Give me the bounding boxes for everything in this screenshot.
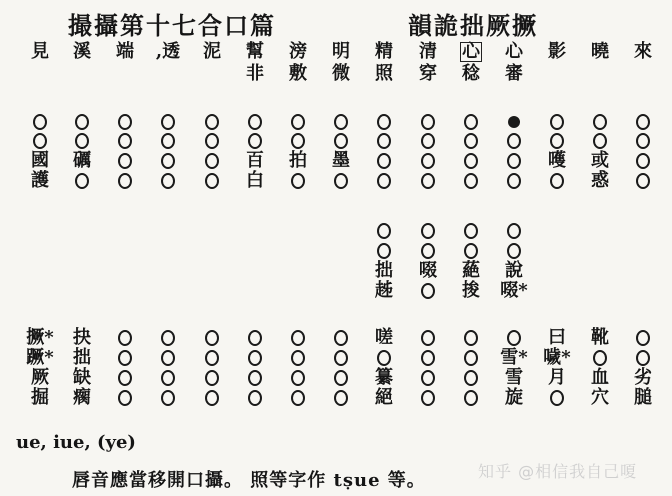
empty-slot-circle (146, 368, 190, 388)
circle-icon (464, 173, 478, 189)
empty-slot-circle (190, 112, 234, 132)
column-header-xi (60, 42, 104, 62)
column-header-ni (190, 42, 234, 62)
empty-slot-circle (492, 221, 536, 241)
column-header-xiao (578, 42, 622, 62)
empty-slot-circle (406, 328, 450, 348)
circle-icon (291, 114, 305, 130)
circle-icon (421, 350, 435, 366)
circle-icon (33, 133, 47, 149)
empty-slot-circle (60, 112, 104, 132)
empty-slot-circle (190, 151, 234, 171)
column-header-jian (18, 42, 62, 62)
column-header-xin2 (492, 42, 536, 84)
column-header-secondary: 照 (375, 63, 393, 84)
circle-icon (334, 370, 348, 386)
circle-icon (593, 114, 607, 130)
circle-icon (377, 173, 391, 189)
character-cell: 惑 (591, 170, 609, 191)
empty-slot-circle (276, 368, 320, 388)
column-header-pang (276, 42, 320, 84)
circle-icon (118, 370, 132, 386)
circle-icon (636, 350, 650, 366)
empty-slot-circle (233, 112, 277, 132)
column-header-secondary: 穿 (419, 63, 437, 84)
character-cell: 嚄 (548, 150, 566, 171)
column-header-initial: 端 (116, 41, 134, 62)
circle-icon (118, 330, 132, 346)
column-header-initial: 幫 (246, 41, 264, 62)
character-cell: 血 (591, 367, 609, 388)
circle-icon (291, 173, 305, 189)
empty-slot-circle (406, 281, 450, 301)
circle-icon (550, 133, 564, 149)
circle-icon (33, 114, 47, 130)
column-header-initial: 見 (31, 41, 49, 62)
character-cell: 或 (591, 150, 609, 171)
circle-icon (508, 116, 520, 128)
circle-icon (161, 370, 175, 386)
circle-icon (377, 133, 391, 149)
empty-slot-circle (146, 131, 190, 151)
circle-icon (334, 390, 348, 406)
circle-icon (593, 350, 607, 366)
empty-slot-circle (406, 368, 450, 388)
page-title-right: 韻詭拙厥撅 (408, 11, 538, 40)
character-cell: 纂 (375, 367, 393, 388)
empty-slot-circle (190, 388, 234, 408)
character-cell: 嗟 (375, 327, 393, 348)
character-cell: 蕝 (462, 260, 480, 281)
column-header-bang (233, 42, 277, 84)
circle-icon (291, 330, 305, 346)
empty-slot-circle (103, 368, 147, 388)
circle-icon (377, 350, 391, 366)
empty-slot-circle (190, 368, 234, 388)
column-header-ming (319, 42, 363, 84)
circle-icon (377, 243, 391, 259)
circle-icon (118, 153, 132, 169)
column-header-initial: 心 (505, 41, 523, 62)
empty-slot-circle (578, 348, 622, 368)
empty-slot-circle (319, 388, 363, 408)
empty-slot-circle (535, 131, 579, 151)
column-header-duan (103, 42, 147, 62)
character-cell: 說 (505, 260, 523, 281)
character-cell: 噦* (543, 347, 571, 368)
circle-icon (291, 133, 305, 149)
column-header-initial: 滂 (289, 41, 307, 62)
empty-slot-circle (362, 131, 406, 151)
circle-icon (464, 153, 478, 169)
circle-icon (248, 114, 262, 130)
character-cell: 穴 (591, 387, 609, 408)
character-cell: 捘 (462, 280, 480, 301)
empty-slot-circle (492, 171, 536, 191)
empty-slot-circle (60, 131, 104, 151)
empty-slot-circle (190, 131, 234, 151)
empty-slot-circle (276, 388, 320, 408)
empty-slot-circle (362, 241, 406, 261)
empty-slot-circle (190, 171, 234, 191)
character-cell: 白 (246, 170, 264, 191)
circle-icon (550, 114, 564, 130)
circle-icon (248, 330, 262, 346)
circle-icon (464, 243, 478, 259)
circle-icon (334, 114, 348, 130)
character-cell: 靴 (591, 327, 609, 348)
circle-icon (205, 153, 219, 169)
circle-icon (593, 133, 607, 149)
circle-icon (334, 173, 348, 189)
circle-icon (118, 133, 132, 149)
column-header-initial: 清 (419, 41, 437, 62)
empty-slot-circle (406, 171, 450, 191)
empty-slot-circle (103, 328, 147, 348)
empty-slot-circle (233, 348, 277, 368)
circle-icon (464, 133, 478, 149)
empty-slot-circle (319, 171, 363, 191)
character-cell: 啜* (500, 280, 528, 301)
character-cell: 抉 (73, 327, 91, 348)
character-cell: 百 (246, 150, 264, 171)
circle-icon (118, 114, 132, 130)
character-cell: 月 (548, 367, 566, 388)
empty-slot-circle (319, 348, 363, 368)
empty-slot-circle (276, 112, 320, 132)
character-cell: 墨 (332, 150, 350, 171)
empty-slot-circle (449, 112, 493, 132)
circle-icon (377, 153, 391, 169)
circle-icon (636, 133, 650, 149)
empty-slot-circle (233, 368, 277, 388)
empty-slot-circle (621, 171, 665, 191)
circle-icon (161, 330, 175, 346)
circle-icon (248, 390, 262, 406)
empty-slot-circle (103, 151, 147, 171)
empty-slot-circle (103, 171, 147, 191)
circle-icon (161, 173, 175, 189)
circle-icon (507, 133, 521, 149)
empty-slot-circle (621, 348, 665, 368)
empty-slot-circle (578, 131, 622, 151)
empty-slot-circle (449, 241, 493, 261)
empty-slot-circle (406, 241, 450, 261)
circle-icon (421, 243, 435, 259)
character-cell: 曰 (548, 327, 566, 348)
circle-icon (464, 370, 478, 386)
empty-slot-circle (319, 328, 363, 348)
circle-icon (421, 114, 435, 130)
empty-slot-circle (362, 221, 406, 241)
empty-slot-circle (492, 131, 536, 151)
circle-icon (334, 133, 348, 149)
empty-slot-circle (406, 348, 450, 368)
column-header-lai (621, 42, 665, 62)
circle-icon (248, 370, 262, 386)
circle-icon (118, 390, 132, 406)
character-cell: 護 (31, 170, 49, 191)
circle-icon (464, 390, 478, 406)
circle-icon (636, 114, 650, 130)
column-header-qing (406, 42, 450, 84)
character-cell: 拙 (375, 260, 393, 281)
empty-slot-circle (146, 171, 190, 191)
column-header-initial: 心 (462, 41, 480, 62)
circle-icon (636, 173, 650, 189)
circle-icon (421, 390, 435, 406)
character-cell: 厥 (31, 367, 49, 388)
circle-icon (464, 330, 478, 346)
empty-slot-circle (535, 112, 579, 132)
column-header-secondary: 非 (246, 63, 264, 84)
character-cell: 劣 (634, 367, 652, 388)
empty-slot-circle (146, 112, 190, 132)
circle-icon (636, 330, 650, 346)
character-cell: 國 (31, 150, 49, 171)
character-cell: 膇 (634, 387, 652, 408)
empty-slot-circle (276, 171, 320, 191)
column-header-xin (449, 42, 493, 84)
empty-slot-circle (103, 131, 147, 151)
empty-slot-circle (492, 328, 536, 348)
circle-icon (421, 153, 435, 169)
circle-icon (205, 350, 219, 366)
empty-slot-circle (492, 151, 536, 171)
empty-slot-circle (449, 348, 493, 368)
character-cell: 雪* (500, 347, 528, 368)
column-header-initial: 溪 (73, 41, 91, 62)
empty-slot-circle (146, 348, 190, 368)
column-header-initial: 來 (634, 41, 652, 62)
circle-icon (291, 350, 305, 366)
circle-icon (205, 114, 219, 130)
circle-icon (421, 173, 435, 189)
watermark-text: 知乎 @相信我自己嗄 (478, 462, 638, 481)
empty-slot-circle (449, 131, 493, 151)
circle-icon (421, 133, 435, 149)
column-header-tou (146, 42, 190, 62)
empty-slot-circle (190, 348, 234, 368)
empty-slot-circle (233, 328, 277, 348)
circle-icon (205, 330, 219, 346)
character-cell: 礪 (73, 150, 91, 171)
circle-icon (248, 350, 262, 366)
empty-slot-circle (18, 112, 62, 132)
column-header-initial: 曉 (591, 41, 609, 62)
circle-icon (334, 350, 348, 366)
empty-slot-circle (449, 368, 493, 388)
empty-slot-circle (406, 151, 450, 171)
empty-slot-circle (190, 328, 234, 348)
circle-icon (205, 370, 219, 386)
empty-slot-circle (146, 151, 190, 171)
character-cell: 瘸 (73, 387, 91, 408)
column-header-initial: 影 (548, 41, 566, 62)
empty-slot-circle (233, 131, 277, 151)
empty-slot-circle (535, 388, 579, 408)
empty-slot-circle (406, 131, 450, 151)
empty-slot-circle (276, 348, 320, 368)
empty-slot-circle (146, 388, 190, 408)
circle-icon (118, 350, 132, 366)
footer-note: 唇音應當移開口攝。 照等字作 tṣue 等。 (72, 470, 426, 491)
empty-slot-circle (233, 388, 277, 408)
column-header-initial: 明 (332, 41, 350, 62)
column-header-secondary: 微 (332, 63, 350, 84)
circle-icon (464, 114, 478, 130)
page-title-left: 撮攝第十七合口篇 (68, 11, 276, 40)
empty-slot-circle (362, 348, 406, 368)
empty-slot-circle (362, 112, 406, 132)
column-header-ying (535, 42, 579, 62)
circle-icon (161, 114, 175, 130)
circle-icon (421, 223, 435, 239)
column-header-initial: 精 (375, 41, 393, 62)
column-header-secondary: 稔 (462, 63, 480, 84)
character-cell: 拙 (73, 347, 91, 368)
empty-slot-circle (103, 348, 147, 368)
character-cell: 缺 (73, 367, 91, 388)
circle-icon (161, 350, 175, 366)
empty-slot-circle (146, 328, 190, 348)
circle-icon (75, 133, 89, 149)
circle-icon (421, 330, 435, 346)
character-cell: 絕 (375, 387, 393, 408)
empty-slot-circle (18, 131, 62, 151)
empty-slot-circle (449, 221, 493, 241)
circle-icon (205, 173, 219, 189)
character-cell: 趀 (375, 280, 393, 301)
empty-slot-circle (103, 388, 147, 408)
circle-icon (507, 330, 521, 346)
empty-slot-circle (319, 131, 363, 151)
circle-icon (421, 370, 435, 386)
circle-icon (291, 390, 305, 406)
empty-slot-circle (449, 171, 493, 191)
character-cell: 拍 (289, 150, 307, 171)
circle-icon (377, 114, 391, 130)
circle-icon (248, 133, 262, 149)
circle-icon (550, 390, 564, 406)
empty-slot-circle (535, 171, 579, 191)
empty-slot-circle (362, 171, 406, 191)
empty-slot-circle (103, 112, 147, 132)
empty-slot-circle (319, 112, 363, 132)
circle-icon (421, 283, 435, 299)
empty-slot-circle (60, 171, 104, 191)
circle-icon (507, 173, 521, 189)
character-cell: 撅* (26, 327, 54, 348)
circle-icon (507, 223, 521, 239)
empty-slot-circle (276, 328, 320, 348)
column-header-initial: ,透 (155, 41, 181, 62)
empty-slot-circle (276, 131, 320, 151)
circle-icon (464, 350, 478, 366)
column-header-initial: 泥 (203, 41, 221, 62)
circle-icon (161, 390, 175, 406)
column-header-jing (362, 42, 406, 84)
circle-icon (636, 153, 650, 169)
empty-slot-circle (492, 112, 536, 132)
circle-icon (161, 153, 175, 169)
empty-slot-circle (578, 112, 622, 132)
empty-slot-circle (319, 368, 363, 388)
empty-slot-circle (449, 151, 493, 171)
circle-icon (291, 370, 305, 386)
empty-slot-circle (449, 388, 493, 408)
character-cell: 旋 (505, 387, 523, 408)
character-cell: 蹶* (26, 347, 54, 368)
circle-icon (507, 243, 521, 259)
circle-icon (464, 223, 478, 239)
empty-slot-circle (406, 112, 450, 132)
empty-slot-circle (621, 151, 665, 171)
empty-slot-circle (406, 388, 450, 408)
circle-icon (205, 390, 219, 406)
empty-slot-circle (449, 328, 493, 348)
footer-romanization: ue, iue, (ye) (16, 432, 136, 453)
character-cell: 啜 (419, 260, 437, 281)
circle-icon (507, 153, 521, 169)
circle-icon (550, 173, 564, 189)
circle-icon (118, 173, 132, 189)
column-header-secondary: 審 (505, 63, 523, 84)
circle-icon (75, 173, 89, 189)
circle-icon (161, 133, 175, 149)
character-cell: 雪 (505, 367, 523, 388)
column-header-secondary: 敷 (289, 63, 307, 84)
circle-icon (377, 223, 391, 239)
circle-icon (334, 330, 348, 346)
empty-slot-circle (362, 151, 406, 171)
character-cell: 掘 (31, 387, 49, 408)
empty-slot-circle (492, 241, 536, 261)
empty-slot-circle (406, 221, 450, 241)
empty-slot-circle (621, 112, 665, 132)
circle-icon (205, 133, 219, 149)
circle-icon (75, 114, 89, 130)
empty-slot-circle (621, 131, 665, 151)
empty-slot-circle (621, 328, 665, 348)
